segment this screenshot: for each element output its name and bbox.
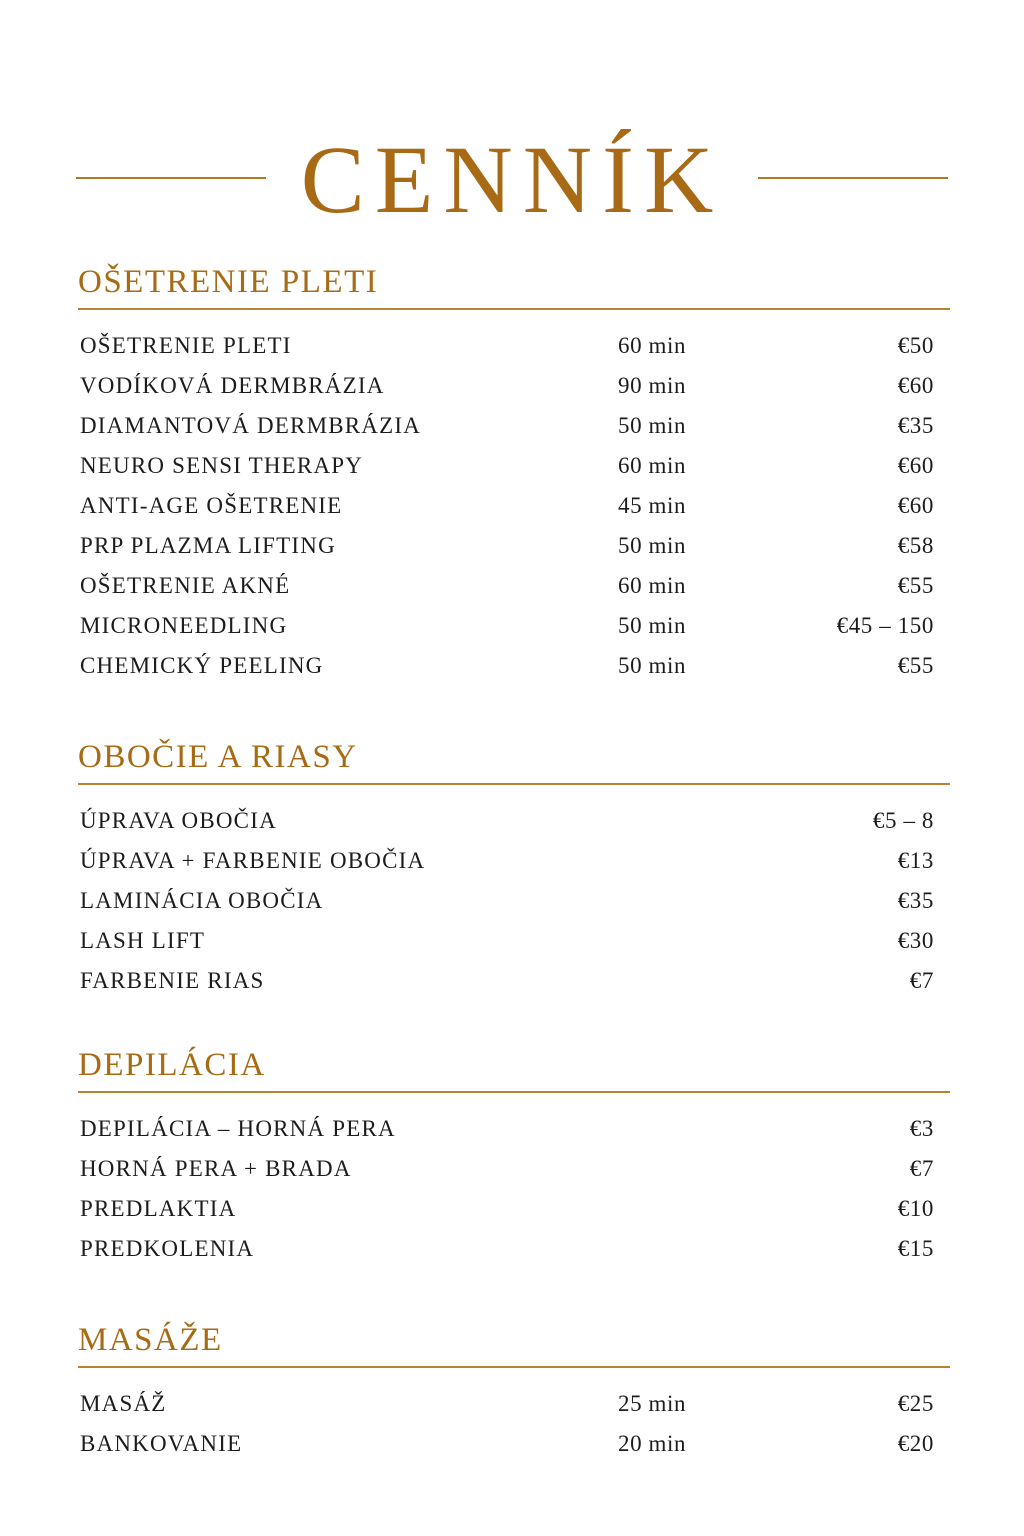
price-row xyxy=(78,921,950,961)
service-price: €35 xyxy=(897,888,934,913)
price-row xyxy=(78,801,950,841)
service-price: €60 xyxy=(897,493,934,518)
service-price: €3 xyxy=(909,1116,934,1141)
service-duration: 50 min xyxy=(618,533,687,558)
title-divider-right xyxy=(758,177,948,179)
service-price: €55 xyxy=(897,653,934,678)
price-row xyxy=(78,526,950,566)
service-duration: 50 min xyxy=(618,613,687,638)
section-masaze xyxy=(78,1320,950,1464)
section-heading: OŠETRENIE PLETI xyxy=(78,262,950,310)
service-duration: 45 min xyxy=(618,493,687,518)
section-heading: MASÁŽE xyxy=(78,1320,950,1368)
service-price: €50 xyxy=(897,333,934,358)
service-price: €13 xyxy=(897,848,934,873)
price-row xyxy=(78,486,950,526)
price-row xyxy=(78,446,950,486)
service-name: PREDKOLENIA xyxy=(80,1236,255,1261)
price-row xyxy=(78,1149,950,1189)
service-price: €35 xyxy=(897,413,934,438)
service-name: VODÍKOVÁ DERMBRÁZIA xyxy=(80,373,385,398)
service-name: OŠETRENIE PLETI xyxy=(80,333,292,358)
price-row xyxy=(78,1229,950,1269)
price-row xyxy=(78,841,950,881)
service-name: ANTI-AGE OŠETRENIE xyxy=(80,493,343,518)
service-name: LASH LIFT xyxy=(80,928,206,953)
price-row xyxy=(78,1384,950,1424)
price-row xyxy=(78,366,950,406)
price-row xyxy=(78,646,950,686)
service-price: €20 xyxy=(897,1431,934,1456)
service-duration: 60 min xyxy=(618,453,687,478)
service-duration: 20 min xyxy=(618,1431,687,1456)
service-price: €15 xyxy=(897,1236,934,1261)
service-name: ÚPRAVA OBOČIA xyxy=(80,808,277,833)
service-price: €30 xyxy=(897,928,934,953)
price-row xyxy=(78,1424,950,1464)
service-name: CHEMICKÝ PEELING xyxy=(80,653,324,678)
service-price: €60 xyxy=(897,453,934,478)
section-heading: OBOČIE A RIASY xyxy=(78,737,950,785)
section-osetrenie-pleti xyxy=(78,262,950,686)
service-name: MICRONEEDLING xyxy=(80,613,288,638)
service-name: MASÁŽ xyxy=(80,1391,167,1416)
price-row xyxy=(78,566,950,606)
section-obocie-a-riasy xyxy=(78,737,950,1001)
service-name: DEPILÁCIA – HORNÁ PERA xyxy=(80,1116,396,1141)
service-price: €60 xyxy=(897,373,934,398)
page-title: CENNÍK xyxy=(300,126,724,233)
service-name: FARBENIE RIAS xyxy=(80,968,265,993)
price-row xyxy=(78,326,950,366)
section-depilacia xyxy=(78,1045,950,1269)
price-row xyxy=(78,1189,950,1229)
service-name: PREDLAKTIA xyxy=(80,1196,237,1221)
service-duration: 25 min xyxy=(618,1391,687,1416)
service-duration: 50 min xyxy=(618,413,687,438)
service-price: €7 xyxy=(909,968,934,993)
title-row xyxy=(0,125,1024,235)
service-price: €58 xyxy=(897,533,934,558)
service-price: €45 – 150 xyxy=(836,613,934,638)
price-row xyxy=(78,1109,950,1149)
service-name: OŠETRENIE AKNÉ xyxy=(80,573,291,598)
price-row xyxy=(78,406,950,446)
price-row xyxy=(78,881,950,921)
service-name: BANKOVANIE xyxy=(80,1431,243,1456)
service-price: €5 – 8 xyxy=(872,808,934,833)
service-duration: 50 min xyxy=(618,653,687,678)
service-name: LAMINÁCIA OBOČIA xyxy=(80,888,324,913)
service-duration: 60 min xyxy=(618,573,687,598)
price-row xyxy=(78,606,950,646)
service-price: €55 xyxy=(897,573,934,598)
section-heading: DEPILÁCIA xyxy=(78,1045,950,1093)
service-duration: 60 min xyxy=(618,333,687,358)
service-price: €25 xyxy=(897,1391,934,1416)
service-name: ÚPRAVA + FARBENIE OBOČIA xyxy=(80,848,426,873)
service-name: DIAMANTOVÁ DERMBRÁZIA xyxy=(80,413,422,438)
service-duration: 90 min xyxy=(618,373,687,398)
service-name: PRP PLAZMA LIFTING xyxy=(80,533,336,558)
service-price: €10 xyxy=(897,1196,934,1221)
title-divider-left xyxy=(76,177,266,179)
service-name: NEURO SENSI THERAPY xyxy=(80,453,364,478)
price-row xyxy=(78,961,950,1001)
service-name: HORNÁ PERA + BRADA xyxy=(80,1156,352,1181)
service-price: €7 xyxy=(909,1156,934,1181)
